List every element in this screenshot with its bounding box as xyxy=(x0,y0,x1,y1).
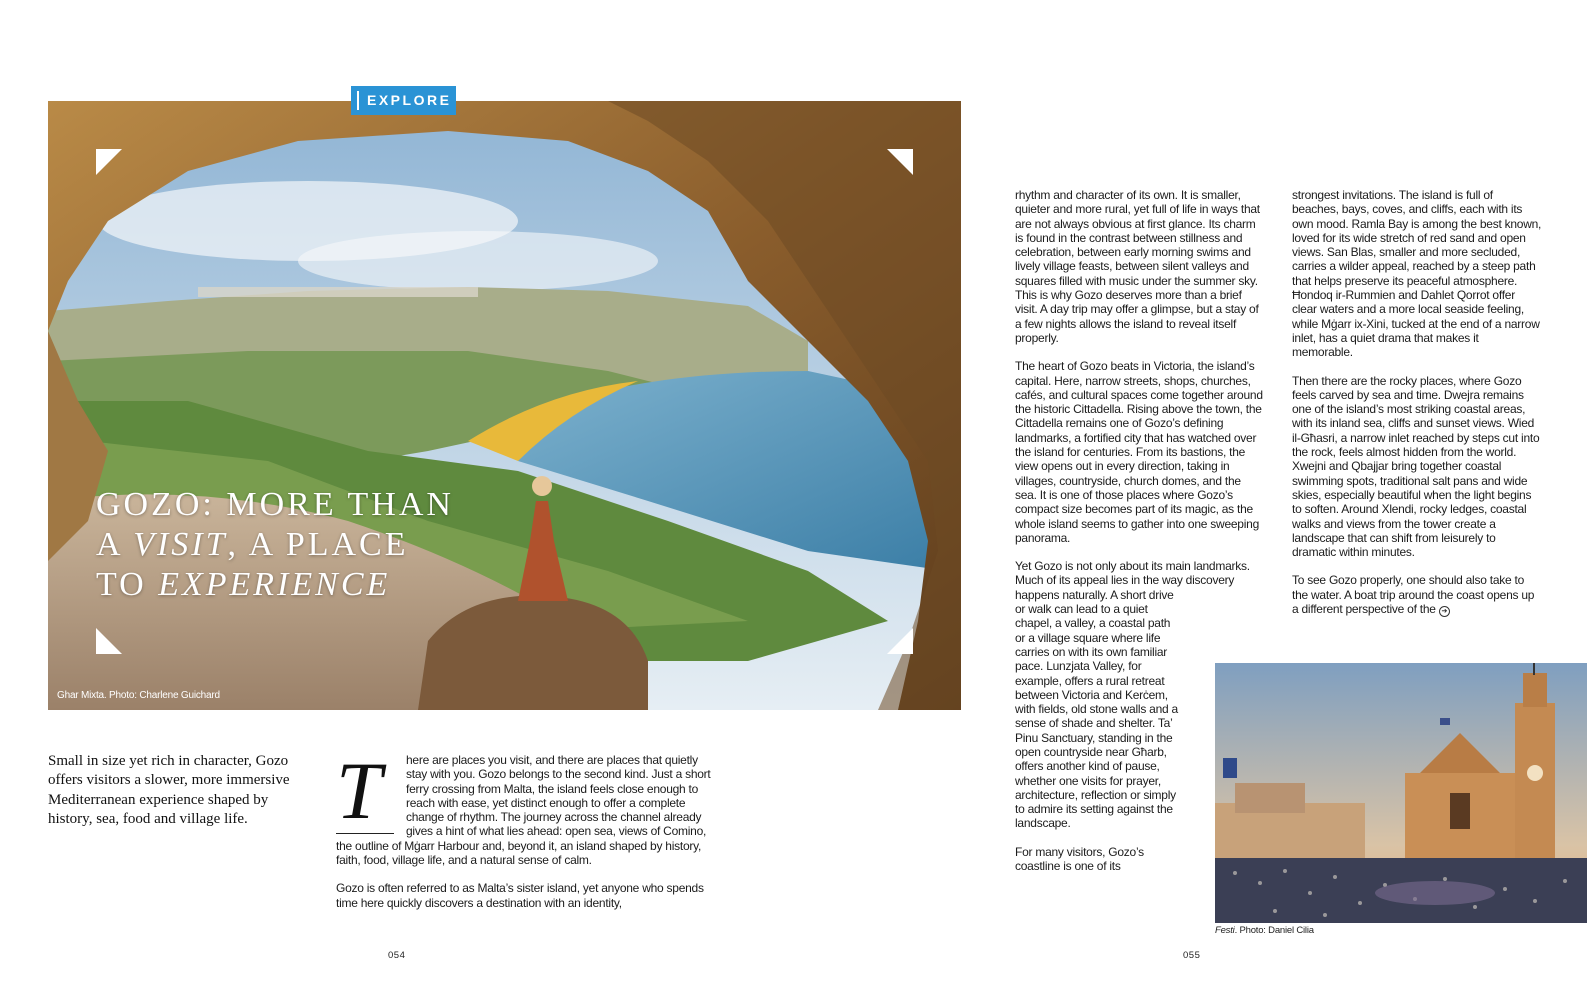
section-tag-label: EXPLORE xyxy=(367,92,452,108)
title-part-2: , A PLACE TO xyxy=(96,526,409,603)
paragraph-intro xyxy=(336,745,712,868)
article-column-4 xyxy=(1292,188,1542,631)
festa-photo xyxy=(1215,663,1587,923)
paragraph-7: strongest invitations. The island is full of beaches, bays, coves, and cliffs, each with its own mood. Ramla Bay is among the best known, loved for its wide stretch of red sand and open views. San Blas, smaller and more secluded, carries a wilder appeal, reached by a steep path that helps preserve its peaceful atmosphere. Ħondoq ir-Rummien and Dahlet Qorrot offer clear waters and a more local seaside feeling, while Mġarr ix-Xini, tucked at the end of a narrow inlet, has a quiet drama that makes it memorable. xyxy=(1292,188,1542,360)
paragraph-9 xyxy=(1292,573,1542,617)
continue-arrow-icon: ➔ xyxy=(1439,606,1450,617)
title-part-1: GOZO: MORE THAN A xyxy=(96,486,454,563)
page-number-right: 055 xyxy=(1183,950,1201,961)
festa-caption-italic: Festi xyxy=(1215,925,1235,936)
festa-caption-credit: . Photo: Daniel Cilia xyxy=(1234,925,1314,936)
article-column-1 xyxy=(336,745,712,924)
section-tag-bar xyxy=(357,91,359,110)
paragraph-3: rhythm and character of its own. It is smaller, quieter and more rural, yet full of life in ways that are not always obvious at first glance. Its charm is found in the contrast between stillness and celebration, between early morning swims and lively village feasts, between silent valleys and squares filled with music under the summer sky. This is why Gozo deserves more than a brief visit. A day trip may offer a glimpse, but a stay of a few nights allows the island to reveal itself properly. xyxy=(1015,188,1260,345)
paragraph-2: Gozo is often referred to as Malta’s sister island, yet anyone who spends time here quickly discovers a destination with an identity, xyxy=(336,881,704,910)
page-number-left: 054 xyxy=(388,950,406,961)
paragraph-4: The heart of Gozo beats in Victoria, the island’s capital. Here, narrow streets, shops, churches, cafés, and cultural spaces come together around the historic Cittadella. Rising above the town, the Cittadella remains one of Gozo’s defining landmarks, a fortified city that has watched over the island for centuries. From its bastions, the view opens out in every direction, taking in villages, countryside, church domes, and the sea. It is one of those places where Gozo’s compact size becomes part of its magic, as the whole island seems to gather into one sweeping panorama. xyxy=(1015,359,1263,545)
festa-photo-caption xyxy=(1215,925,1314,936)
title-italic-experience: EXPERIENCE xyxy=(158,566,391,603)
cave-bay-illustration xyxy=(48,101,961,710)
frame-corner-bottom-right xyxy=(887,628,913,654)
hero-photo xyxy=(48,101,961,710)
frame-corner-bottom-left xyxy=(96,628,122,654)
article-title xyxy=(96,485,456,605)
paragraph-8: Then there are the rocky places, where Gozo feels carved by sea and time. Dwejra remains one of the island’s most striking coastal areas, with its inland sea, cliffs and sunset views. Wied il-Għasri, a narrow inlet reached by steps cut into the rock, feels almost hidden from the world. Xwejni and Qbajjar bring together coastal swimming spots, traditional salt pans and wide skies, especially beautiful when the light begins to soften. Around Xlendi, rocky ledges, coastal walks and views from the tower create a landscape that can shift from leisurely to dramatic within minutes. xyxy=(1292,373,1540,560)
paragraph-5-text-a: Yet Gozo is not only about its main landmarks. Much of its appeal lies in the way discovery happens naturally. A short drive xyxy=(1015,559,1250,602)
title-italic-visit: VISIT xyxy=(133,526,228,563)
standfirst: Small in size yet rich in character, Gozo offers visitors a slower, more immersive Mediterranean experience shaped by history, sea, food and village life. xyxy=(48,753,290,828)
frame-corner-top-right xyxy=(887,149,913,175)
drop-cap: T xyxy=(336,753,394,834)
paragraph-1-text: here are places you visit, and there are places that quietly stay with you. Gozo belongs to the second kind. Just a short ferry crossing from Malta, the island feels close enough to reach with ease, yet distinct enough to offer a complete change of rhythm. The journey across the channel already gives a hint of what lies ahead: open sea, views of Comino, the outline of Mġarr Harbour and, beyond it, an island shaped by history, faith, food, village life, and a natural sense of calm. xyxy=(336,753,711,868)
frame-corner-top-left xyxy=(96,149,122,175)
hero-photo-caption: Ghar Mixta. Photo: Charlene Guichard xyxy=(57,690,220,701)
basilica-festa-illustration xyxy=(1215,663,1587,923)
paragraph-5-text-b: or walk can lead to a quiet chapel, a valley, a coastal path or a village square where life carries on with its own familiar pace. Lunzjata Valley, for example, offers a rural retreat between Victoria and Kerċem, with fields, old stone walls and a sense of shade and shelter. Ta’ Pinu Sanctuary, standing in the open countryside near Għarb, offers another kind of pause, whether one visits for prayer, architecture, reflection or simply to admire its setting against the landscape. xyxy=(1015,602,1178,831)
paragraph-6: For many visitors, Gozo’s coastline is one of its xyxy=(1015,844,1144,874)
section-tag xyxy=(351,86,456,115)
paragraph-9-text: To see Gozo properly, one should also take to the water. A boat trip around the coast opens up a different perspective of the xyxy=(1292,573,1535,617)
